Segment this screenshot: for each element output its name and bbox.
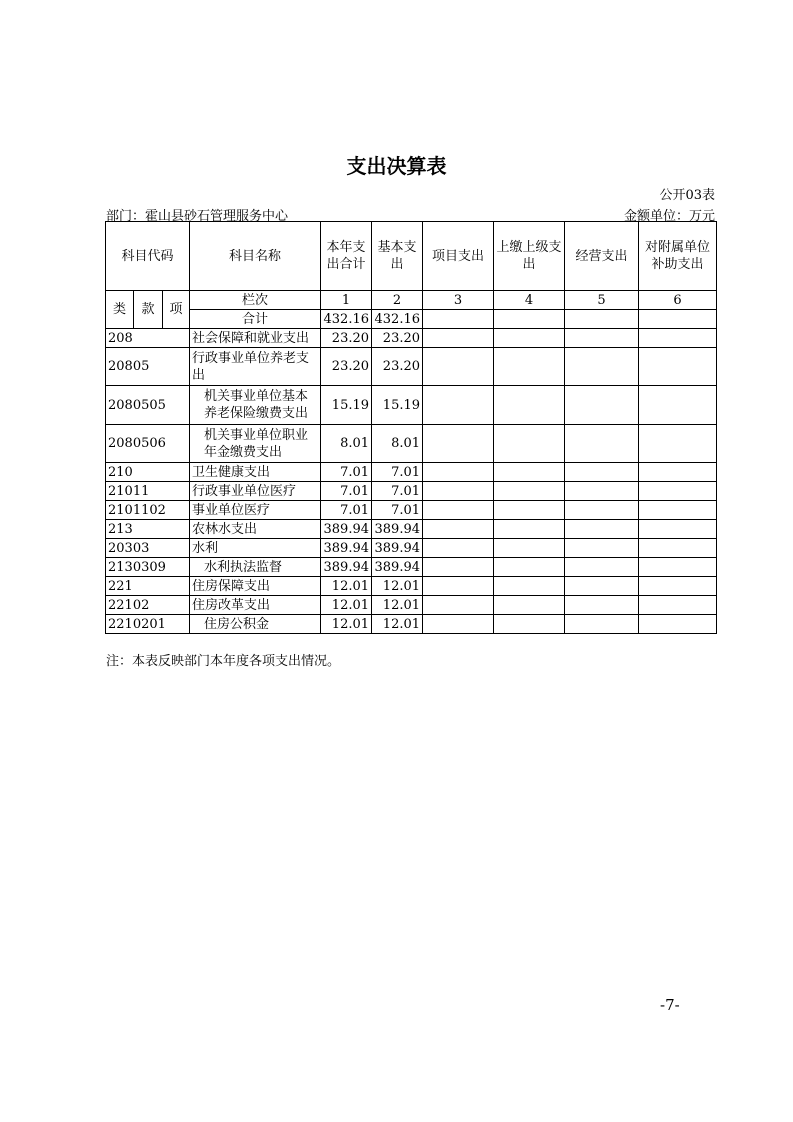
row-name: 水利 bbox=[190, 539, 321, 558]
row-total: 15.19 bbox=[321, 386, 372, 425]
row-name: 住房公积金 bbox=[190, 615, 321, 634]
row-name: 住房保障支出 bbox=[190, 577, 321, 596]
row-name: 农林水支出 bbox=[190, 520, 321, 539]
header-kuan: 款 bbox=[134, 291, 163, 329]
table-row bbox=[106, 596, 717, 615]
expenditure-table bbox=[105, 221, 717, 634]
row-name: 机关事业单位职业年金缴费支出 bbox=[190, 425, 321, 463]
header-subsidy: 对附属单位补助支出 bbox=[639, 222, 717, 291]
row-basic: 15.19 bbox=[372, 386, 423, 425]
row-name: 卫生健康支出 bbox=[190, 463, 321, 482]
col-num: 1 bbox=[321, 291, 372, 310]
header-business: 经营支出 bbox=[565, 222, 639, 291]
table-row bbox=[106, 329, 717, 348]
table-note: 注：本表反映部门本年度各项支出情况。 bbox=[106, 654, 341, 669]
row-basic: 7.01 bbox=[372, 482, 423, 501]
row-basic: 7.01 bbox=[372, 501, 423, 520]
row-code: 2130309 bbox=[106, 558, 190, 577]
row-code: 2080505 bbox=[106, 386, 190, 425]
row-code: 2101102 bbox=[106, 501, 190, 520]
row-total: 7.01 bbox=[321, 482, 372, 501]
table-row bbox=[106, 425, 717, 463]
row-total: 12.01 bbox=[321, 596, 372, 615]
row-code: 213 bbox=[106, 520, 190, 539]
table-row bbox=[106, 482, 717, 501]
table-row bbox=[106, 348, 717, 386]
column-number-row bbox=[106, 291, 717, 310]
row-basic: 389.94 bbox=[372, 539, 423, 558]
header-lei: 类 bbox=[106, 291, 134, 329]
header-project: 项目支出 bbox=[423, 222, 494, 291]
row-basic: 389.94 bbox=[372, 520, 423, 539]
row-total: 23.20 bbox=[321, 348, 372, 386]
row-code: 20805 bbox=[106, 348, 190, 386]
row-total: 7.01 bbox=[321, 463, 372, 482]
row-name: 水利执法监督 bbox=[190, 558, 321, 577]
row-code: 21011 bbox=[106, 482, 190, 501]
row-name: 社会保障和就业支出 bbox=[190, 329, 321, 348]
header-basic: 基本支出 bbox=[372, 222, 423, 291]
col-num: 4 bbox=[494, 291, 565, 310]
row-total: 389.94 bbox=[321, 520, 372, 539]
department-label: 部门：霍山县砂石管理服务中心 bbox=[106, 209, 289, 224]
header-code: 科目代码 bbox=[106, 222, 190, 291]
amount-unit-label: 金额单位：万元 bbox=[623, 209, 715, 224]
row-total: 389.94 bbox=[321, 558, 372, 577]
table-row bbox=[106, 520, 717, 539]
page-number: -7- bbox=[660, 996, 680, 1014]
total-label: 合计 bbox=[190, 310, 321, 329]
row-total: 389.94 bbox=[321, 539, 372, 558]
row-basic: 12.01 bbox=[372, 596, 423, 615]
row-basic: 8.01 bbox=[372, 425, 423, 463]
row-code: 210 bbox=[106, 463, 190, 482]
table-row bbox=[106, 501, 717, 520]
row-name: 住房改革支出 bbox=[190, 596, 321, 615]
table-row bbox=[106, 577, 717, 596]
row-basic: 23.20 bbox=[372, 348, 423, 386]
col-num: 3 bbox=[423, 291, 494, 310]
row-total: 23.20 bbox=[321, 329, 372, 348]
header-upper: 上缴上级支出 bbox=[494, 222, 565, 291]
table-row bbox=[106, 558, 717, 577]
header-row bbox=[106, 222, 717, 291]
row-code: 20303 bbox=[106, 539, 190, 558]
row-total: 12.01 bbox=[321, 577, 372, 596]
form-number: 公开03表 bbox=[659, 188, 715, 203]
row-basic: 12.01 bbox=[372, 577, 423, 596]
col-num: 5 bbox=[565, 291, 639, 310]
row-code: 208 bbox=[106, 329, 190, 348]
row-total: 7.01 bbox=[321, 501, 372, 520]
header-total: 本年支出合计 bbox=[321, 222, 372, 291]
page-title: 支出决算表 bbox=[346, 154, 447, 178]
row-code: 2210201 bbox=[106, 615, 190, 634]
total-amount: 432.16 bbox=[321, 310, 372, 329]
table-row bbox=[106, 386, 717, 425]
row-name: 行政事业单位养老支出 bbox=[190, 348, 321, 386]
row-basic: 389.94 bbox=[372, 558, 423, 577]
row-basic: 7.01 bbox=[372, 463, 423, 482]
row-name: 事业单位医疗 bbox=[190, 501, 321, 520]
table-row bbox=[106, 463, 717, 482]
col-num: 2 bbox=[372, 291, 423, 310]
header-name: 科目名称 bbox=[190, 222, 321, 291]
row-name: 行政事业单位医疗 bbox=[190, 482, 321, 501]
row-name: 机关事业单位基本养老保险缴费支出 bbox=[190, 386, 321, 425]
table-row bbox=[106, 539, 717, 558]
row-code: 22102 bbox=[106, 596, 190, 615]
row-total: 8.01 bbox=[321, 425, 372, 463]
total-basic: 432.16 bbox=[372, 310, 423, 329]
table-row bbox=[106, 615, 717, 634]
row-total: 12.01 bbox=[321, 615, 372, 634]
header-xiang: 项 bbox=[163, 291, 190, 329]
row-basic: 23.20 bbox=[372, 329, 423, 348]
row-code: 221 bbox=[106, 577, 190, 596]
header-lanci: 栏次 bbox=[190, 291, 321, 310]
row-basic: 12.01 bbox=[372, 615, 423, 634]
col-num: 6 bbox=[639, 291, 717, 310]
row-code: 2080506 bbox=[106, 425, 190, 463]
total-row bbox=[106, 310, 717, 329]
